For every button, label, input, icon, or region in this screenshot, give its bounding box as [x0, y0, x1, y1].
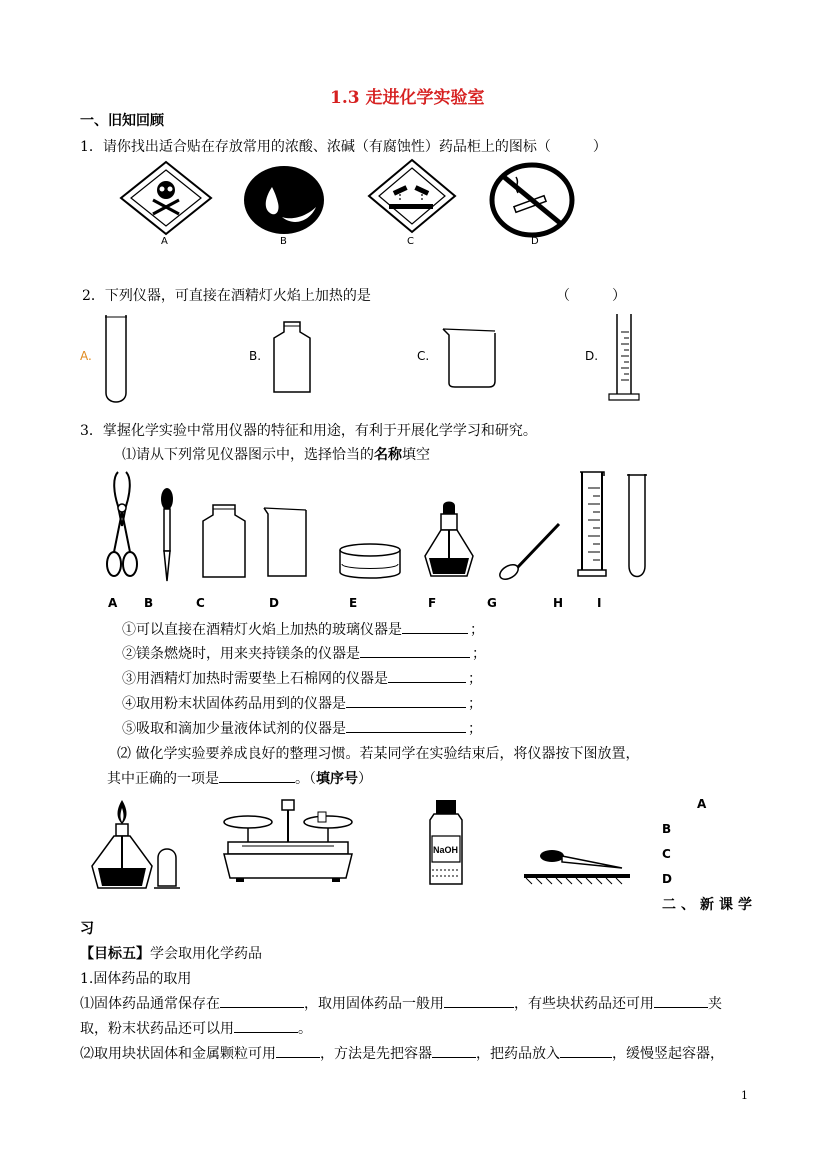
- answer-blank-10[interactable]: [234, 1018, 298, 1033]
- q3-label-e: E: [349, 596, 358, 610]
- question-2-answer-paren: （ ）: [556, 288, 626, 304]
- q3-right-label-b: B: [662, 822, 672, 836]
- answer-blank-4[interactable]: [346, 693, 466, 708]
- answer-blank-7[interactable]: [220, 993, 304, 1008]
- test-tube-icon: [104, 313, 128, 405]
- q3-item-1: ①可以直接在酒精灯火焰上加热的玻璃仪器是 ；: [122, 619, 484, 639]
- naoh-reagent-bottle-icon: [426, 798, 466, 888]
- alcohol-lamp-icon: [423, 500, 475, 578]
- goal-heading: 【目标五】学会取用化学药品: [80, 946, 262, 962]
- q3-label-b: B: [144, 596, 154, 610]
- question-2-text: 2．下列仪器，可直接在酒精灯火焰上加热的是: [82, 288, 371, 304]
- q3-right-label-a: A: [697, 797, 707, 811]
- question-3-text: 3．掌握化学实验中常用仪器的特征和用途，有利于开展化学学习和研究。: [80, 423, 537, 439]
- q3-label-i: I: [597, 596, 602, 610]
- page-title: 1.3 走进化学实验室: [330, 88, 485, 108]
- naoh-label: NaOH: [433, 845, 459, 855]
- q3-label-f: F: [428, 596, 437, 610]
- dropper-on-table-icon: [522, 842, 634, 884]
- q3-sub2-line1: ⑵ 做化学实验要养成良好的整理习惯。若某同学在实验结束后，将仪器按下图放置，: [117, 746, 640, 762]
- q2-option-a: A.: [80, 349, 92, 363]
- answer-blank-3[interactable]: [388, 668, 466, 683]
- answer-blank-12[interactable]: [432, 1043, 476, 1058]
- section-heading-new-lesson: 二、新课学: [662, 897, 757, 913]
- test-tube-2-icon: [625, 470, 649, 582]
- q3-item-3: ③用酒精灯加热时需要垫上石棉网的仪器是 ；: [122, 668, 482, 688]
- evaporating-dish-icon: [338, 542, 402, 582]
- no-smoking-icon: [490, 163, 574, 237]
- q1-label-b: B: [280, 236, 287, 247]
- medicine-spoon-icon: [497, 520, 563, 580]
- solid-line-2: 取，粉末状药品还可以用 。: [80, 1018, 312, 1038]
- solid-heading: 1.固体药品的取用: [80, 971, 192, 987]
- q3-item-2: ②镁条燃烧时，用来夹持镁条的仪器是 ；: [122, 643, 486, 663]
- q3-label-h: H: [553, 596, 564, 610]
- q3-right-label-c: C: [662, 847, 671, 861]
- answer-blank-2[interactable]: [360, 643, 470, 658]
- q3-right-label-d: D: [662, 872, 672, 886]
- q3-label-c: C: [196, 596, 205, 610]
- answer-blank-6[interactable]: [219, 768, 295, 783]
- lit-alcohol-lamp-with-cap-icon: [90, 796, 190, 890]
- corrosive-hazard-icon: [367, 158, 457, 234]
- dropper-icon: [158, 487, 176, 583]
- wide-mouth-bottle-icon: [272, 320, 312, 394]
- q3-item-4: ④取用粉末状固体药品用到的仪器是 ；: [122, 693, 482, 713]
- section-heading-new-lesson-cont: 习: [80, 921, 94, 937]
- balance-scale-icon: [222, 798, 354, 884]
- answer-blank-13[interactable]: [560, 1043, 612, 1058]
- q2-option-b: B.: [249, 349, 262, 363]
- beaker-2-icon: [262, 506, 310, 580]
- page-number: 1: [741, 1089, 748, 1102]
- answer-blank-1[interactable]: [402, 619, 468, 634]
- solid-line-1: ⑴固体药品通常保存在 ，取用固体药品一般用 ，有些块状药品还可用 夹: [80, 993, 722, 1013]
- q1-label-a: A: [161, 236, 168, 247]
- answer-blank-8[interactable]: [444, 993, 514, 1008]
- answer-blank-11[interactable]: [276, 1043, 320, 1058]
- crucible-tongs-icon: [104, 468, 140, 580]
- q3-item-5: ⑤吸取和滴加少量液体试剂的仪器是 ；: [122, 718, 482, 738]
- q3-label-a: A: [108, 596, 118, 610]
- question-1-text: 1．请你找出适合贴在存放常用的浓酸、浓碱（有腐蚀性）药品柜上的图标（ ）: [80, 139, 607, 155]
- q3-sub1-prompt: ⑴请从下列常见仪器图示中，选择恰当的名称填空: [122, 447, 430, 463]
- flammable-drop-icon: [244, 165, 324, 235]
- q1-label-c: C: [407, 236, 414, 247]
- q3-sub2-line2: 其中正确的一项是 。（填序号）: [107, 768, 372, 788]
- graduated-cylinder-2-icon: [576, 468, 608, 580]
- q2-option-d: D.: [585, 349, 599, 363]
- wide-mouth-bottle-2-icon: [199, 503, 249, 579]
- q1-label-d: D: [531, 236, 539, 247]
- answer-blank-5[interactable]: [346, 718, 466, 733]
- q3-label-g: G: [487, 596, 497, 610]
- answer-blank-9[interactable]: [654, 993, 708, 1008]
- graduated-cylinder-icon: [607, 312, 641, 404]
- q2-option-c: C.: [417, 349, 430, 363]
- toxic-hazard-icon: [119, 160, 213, 236]
- beaker-icon: [441, 327, 499, 389]
- solid-line-3: ⑵取用块状固体和金属颗粒可用 ，方法是先把容器 ，把药品放入 ，缓慢竖起容器，: [80, 1043, 724, 1063]
- section-heading-review: 一、旧知回顾: [80, 113, 164, 129]
- q3-label-d: D: [269, 596, 279, 610]
